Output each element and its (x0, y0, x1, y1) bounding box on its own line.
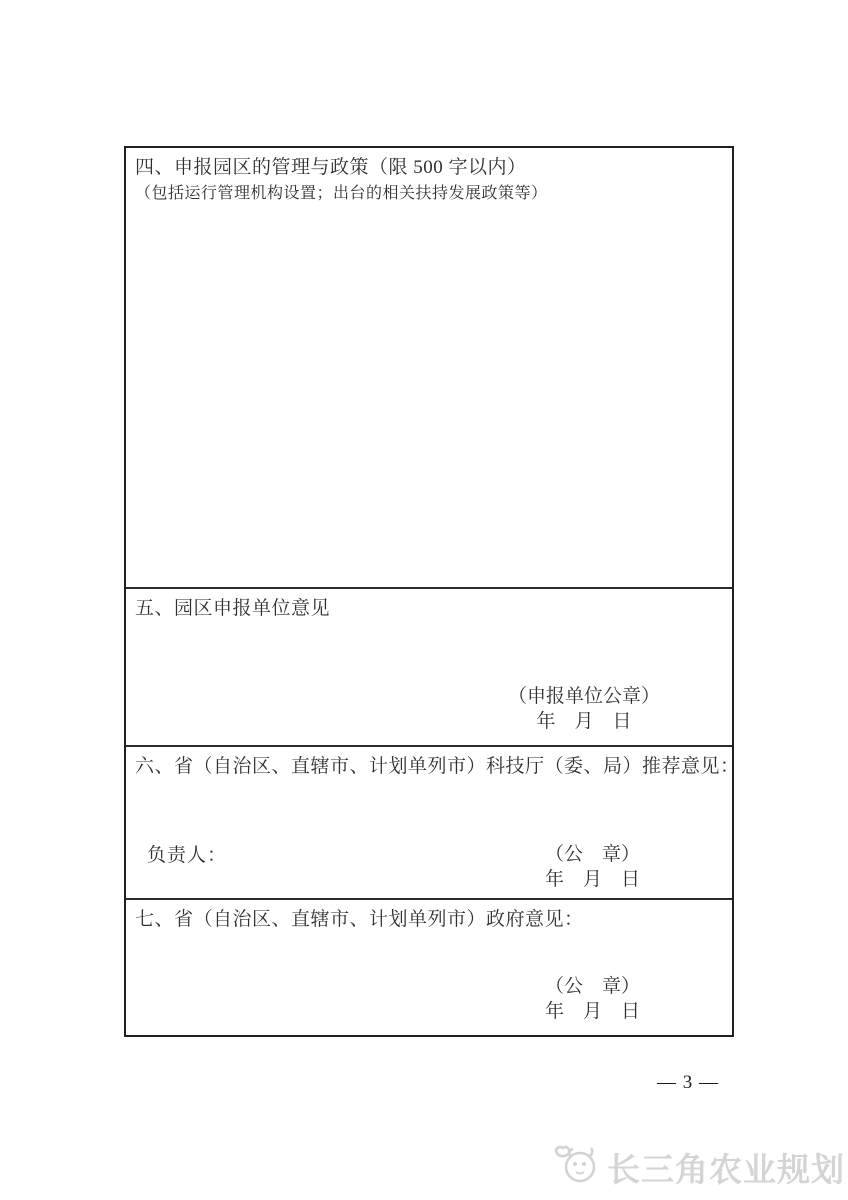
section-6-row (126, 747, 740, 900)
section-7-date-placeholder: 年 月 日 (544, 1001, 640, 1022)
section-5-title: 五、园区申报单位意见 (135, 598, 331, 619)
section-5-date-placeholder: 年 月 日 (536, 711, 632, 732)
official-stamp-label: （公 章） (544, 844, 640, 865)
section-7-stamp-block (545, 974, 640, 1024)
watermark (550, 1142, 845, 1193)
section-7-row (126, 900, 732, 1037)
section-4-title: 四、申报园区的管理与政策（限 500 字以内） (135, 157, 527, 178)
section-6-date-placeholder: 年 月 日 (544, 869, 640, 890)
section-5-row (126, 589, 732, 747)
official-stamp-label: （公 章） (544, 976, 640, 997)
section-6-stamp-block (545, 842, 640, 892)
watermark-text: 长三角农业规划 (607, 1151, 845, 1188)
section-7-title: 七、省（自治区、直辖市、计划单列市）政府意见： (135, 909, 584, 930)
application-form-table (124, 146, 740, 1037)
section-6-title: 六、省（自治区、直辖市、计划单列市）科技厅（委、局）推荐意见： (135, 756, 740, 777)
mascot-logo-icon (550, 1142, 602, 1193)
page-number: — 3 — (657, 1072, 719, 1093)
applicant-unit-stamp-label: （申报单位公章） (507, 686, 660, 707)
section-4-note: （包括运行管理机构设置；出台的相关扶持发展政策等） (135, 185, 548, 202)
responsible-person-label: 负责人： (147, 845, 228, 866)
section-4-row (126, 148, 732, 589)
section-5-stamp-block (508, 684, 660, 734)
